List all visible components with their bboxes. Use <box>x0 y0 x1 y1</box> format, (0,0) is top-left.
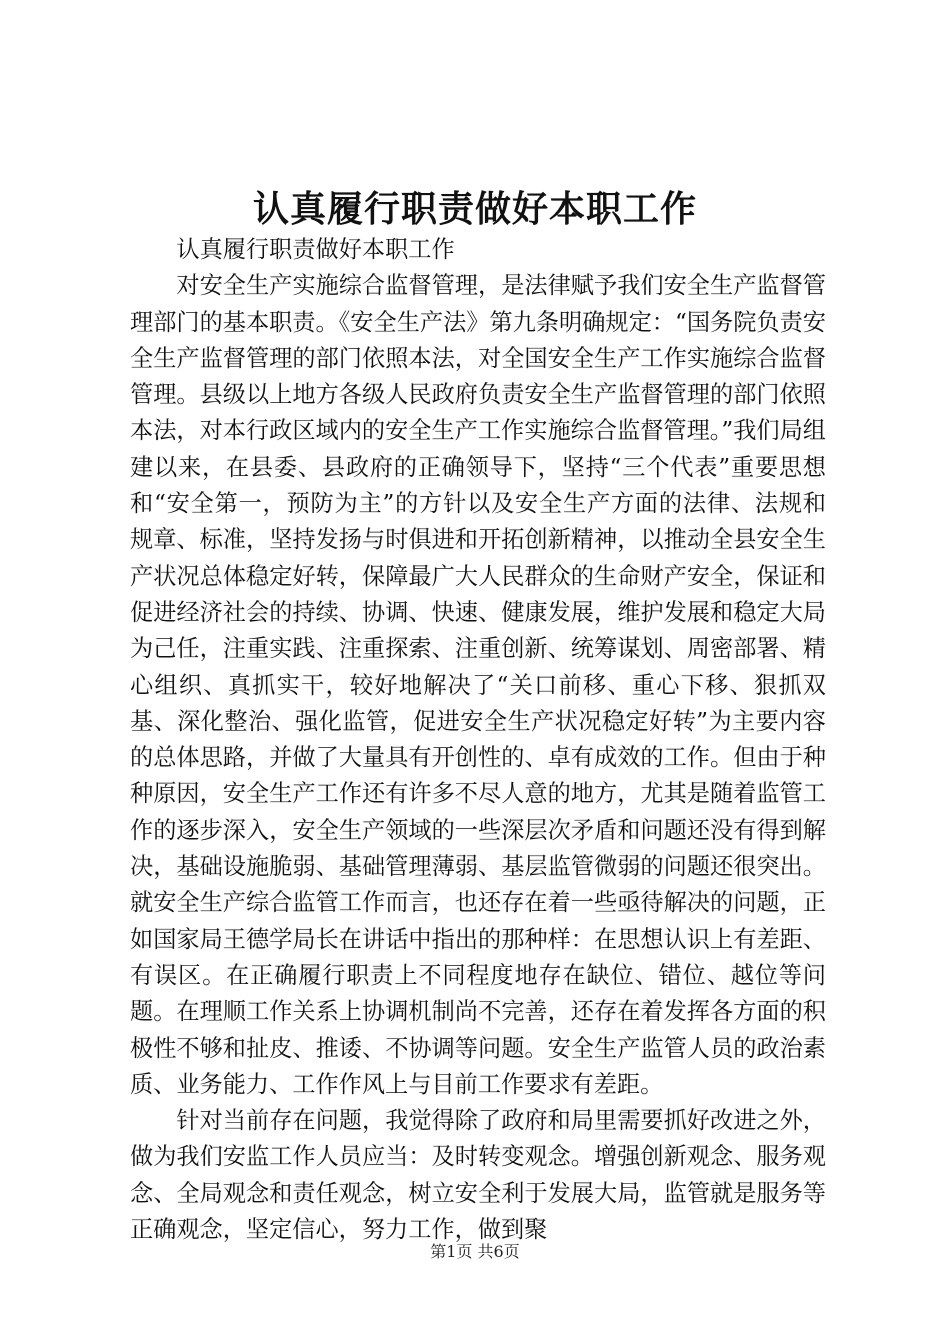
document-body <box>130 232 826 1248</box>
body-paragraph-subtitle: 认真履行职责做好本职工作 <box>176 236 455 263</box>
body-paragraph: 对安全生产实施综合监督管理，是法律赋予我们安全生产监督管理部门的基本职责。《安全生产法》第九条明确规定：“国务院负责安全生产监督管理的部门依照本法，对全国安全生产工作实施综合监督管理。县级以上地方各级人民政府负责安全生产监督管理的部门依照本法，对本行政区域内的安全生产工作实施综合监督管理。”我们局组建以来，在县委、县政府的正确领导下，坚持“三个代表”重要思想和“安全第一，预防为主”的方针以及安全生产方面的法律、法规和规章、标准，坚持发扬与时俱进和开拓创新精神，以推动全县安全生产状况总体稳定好转，保障最广大人民群众的生命财产安全，保证和促进经济社会的持续、协调、快速、健康发展，维护发展和稳定大局为己任，注重实践、注重探索、注重创新、统筹谋划、周密部署、精心组织、真抓实干，较好地解决了“关口前移、重心下移、狠抓双基、深化整治、强化监管，促进安全生产状况稳定好转”为主要内容的总体思路，并做了大量具有开创性的、卓有成效的工作。但由于种种原因，安全生产工作还有许多不尽人意的地方，尤其是随着监管工作的逐步深入，安全生产领域的一些深层次矛盾和问题还没有得到解决，基础设施脆弱、基础管理薄弱、基层监管微弱的问题还很突出。就安全生产综合监管工作而言，也还存在着一些亟待解决的问题，正如国家局王德学局长在讲话中指出的那种样：在思想认识上有差距、有误区。在正确履行职责上不同程度地存在缺位、错位、越位等问题。在理顺工作关系上协调机制尚不完善，还存在着发挥各方面的积极性不够和扯皮、推诿、不协调等问题。安全生产监管人员的政治素质、业务能力、工作作风上与目前工作要求有差距。 <box>130 272 826 1098</box>
document-title: 认真履行职责做好本职工作 <box>252 188 697 230</box>
page-number-footer: 第1页 共6页 <box>430 1242 520 1261</box>
body-paragraph: 针对当前存在问题，我觉得除了政府和局里需要抓好改进之外，做为我们安监工作人员应当：及时转变观念。增强创新观念、服务观念、全局观念和责任观念，树立安全利于发展大局，监管就是服务等正确观念，坚定信心，努力工作，做到聚 <box>130 1107 826 1244</box>
